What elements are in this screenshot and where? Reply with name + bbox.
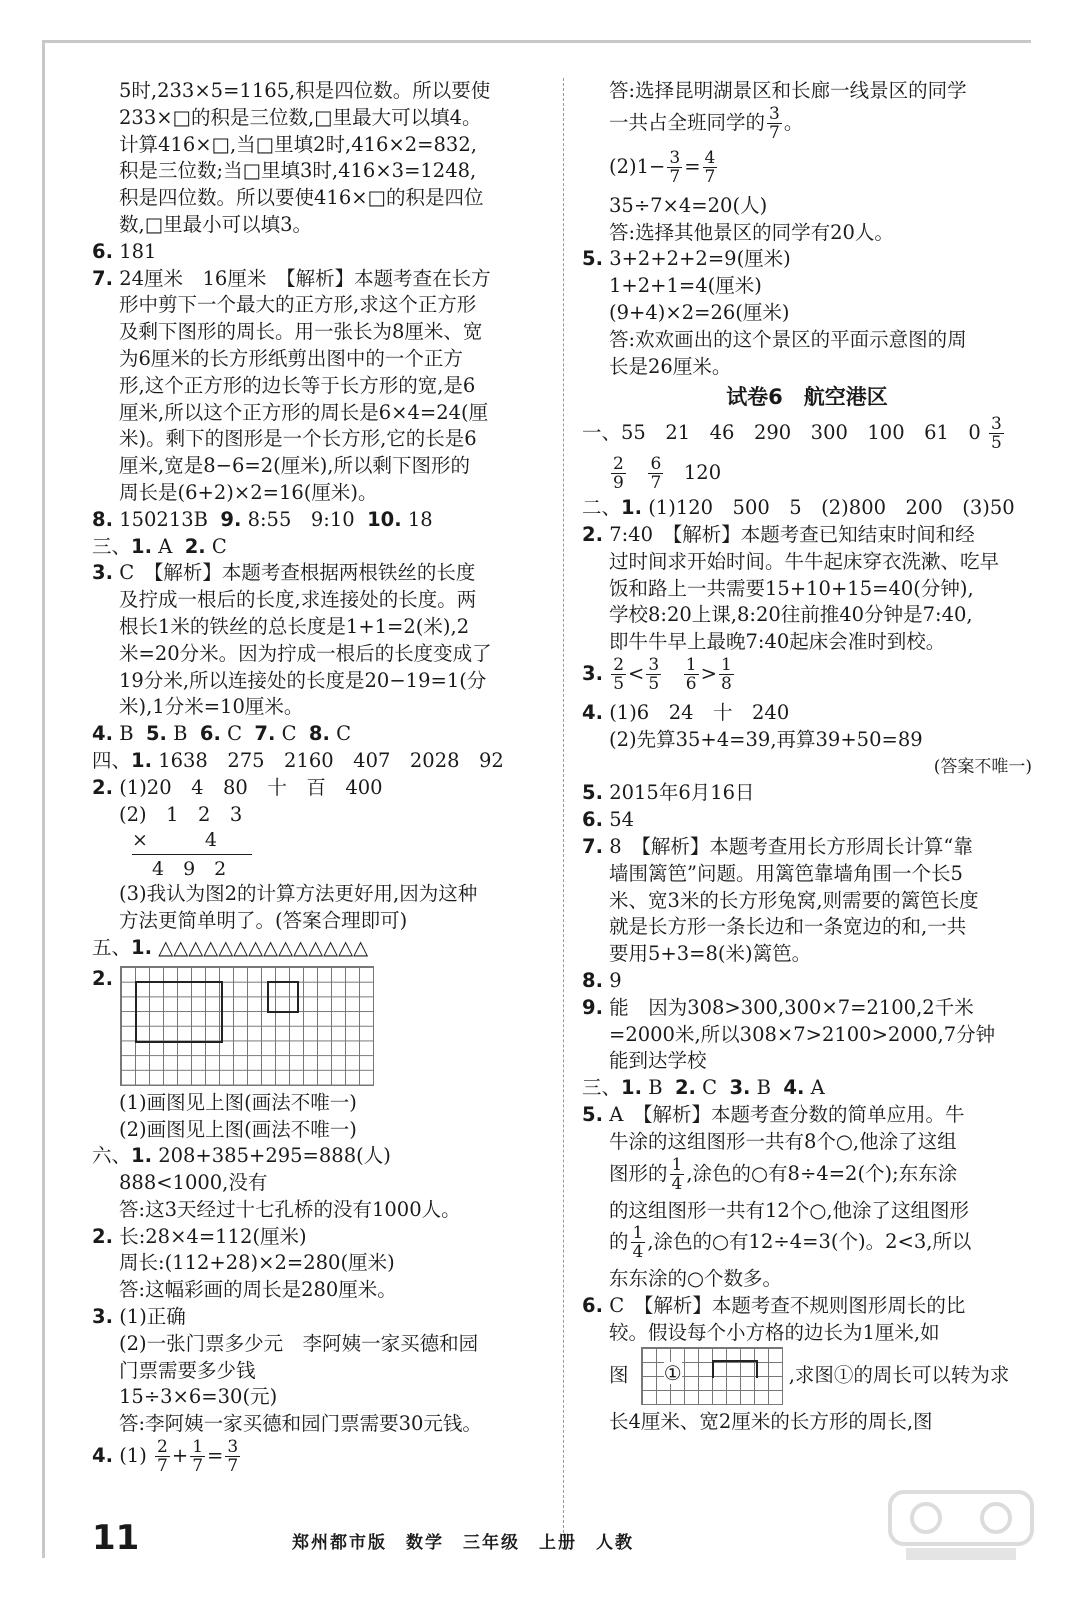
text-line: 形,这个正方形的边长等于长方形的宽,是6: [119, 373, 476, 397]
text-line: 数,□里最小可以填3。: [119, 212, 313, 236]
fraction: $\frac{1}{4}$: [671, 1154, 683, 1194]
text-line: 过时间求开始时间。牛牛起床穿衣洗漱、吃早: [609, 549, 1000, 573]
answer-r5: 5. 3+2+2+2=9(厘米): [582, 247, 791, 271]
mult-result: 4 9 2: [152, 858, 227, 881]
arrow-shape: [712, 1360, 758, 1378]
answer-r2-3: 3. $\frac{2}{5}$ < $\frac{3}{5}$ $\frac{1}{6}$ > $\frac{1}{8}$: [582, 654, 732, 694]
right-column: [582, 78, 1032, 1435]
grid-figure: [120, 966, 374, 1086]
text-line: 方法更简单明了。(答案合理即可): [119, 909, 408, 933]
text-line: 一共占全班同学的 $\frac{3}{7}$ 。: [609, 103, 804, 143]
text-line: =2000米,所以308×7>2100>2000,7分钟: [609, 1022, 996, 1046]
text-line: 东东涂的○个数多。: [609, 1267, 783, 1291]
text-line: 墙围篱笆”问题。用篱笆靠墙角围一个长5: [609, 861, 963, 885]
text-line: 就是长方形一条长边和一条宽边的和,一共: [609, 915, 967, 939]
answer-r2-6: 6. 54: [582, 808, 635, 832]
text-line: 要用5+3=8(米)篱笆。: [609, 942, 812, 966]
mult-line: × 4: [132, 829, 218, 852]
text-line: 答:选择昆明湖景区和长廊一线景区的同学: [609, 79, 967, 102]
fraction: $\frac{2}{7}$: [157, 1437, 168, 1477]
section-3-answers: 三、1. A 2. C: [92, 534, 227, 558]
text-line: 答:欢欢画出的这个景区的平面示意图的周: [609, 327, 967, 351]
text-line: 及剩下图形的周长。用一张长为8厘米、宽: [119, 320, 483, 344]
text-line: 图形的 $\frac{1}{4}$ ,涂色的○有8÷4=2(个);东东涂: [609, 1154, 958, 1194]
text-line: (2) 1 2 3: [119, 802, 243, 826]
text-line: 积是三位数;当□里填3时,416×3=1248,: [119, 159, 477, 183]
text-line: 积是四位数。所以要使416×□的积是四位: [119, 186, 484, 210]
vertical-multiplication: [132, 828, 547, 881]
text-line: 888<1000,没有: [119, 1171, 268, 1195]
square-shape: [267, 981, 299, 1013]
text-line: 答:李阿姨一家买德和园门票需要30元钱。: [119, 1412, 482, 1436]
answer-6: 6. 181: [92, 239, 157, 263]
answer-r2-5: 5. 2015年6月16日: [582, 781, 755, 805]
answer-r3-5: 5. A 【解析】本题考查分数的简单应用。牛: [582, 1102, 965, 1126]
answer-6-2: 2. 长:28×4=112(厘米): [92, 1224, 307, 1248]
text-line: 厘米,所以这个正方形的周长是6×4=24(厘: [119, 400, 489, 424]
text-line: 米=20分米。因为拧成一根后的长度变成了: [119, 641, 492, 665]
text-line: (1)画图见上图(画法不唯一): [119, 1090, 357, 1114]
text-line: 的这组图形一共有12个○,他涂了这组图形: [609, 1198, 970, 1222]
fraction: $\frac{1}{4}$: [632, 1223, 644, 1263]
text-line: 根长1米的铁丝的总长度是1+1=2(米),2: [119, 614, 470, 638]
text-line: 图 ① ,求图①的周长可以转为求: [582, 1347, 1032, 1409]
answer-4-1: 四、1. 1638 275 2160 407 2028 92: [92, 748, 504, 772]
answer-7: 7. 24厘米 16厘米 【解析】本题考查在长方: [92, 266, 491, 290]
text-line: 19分米,所以连接处的长度是20−19=1(分: [119, 668, 487, 692]
text-line: (3)我认为图2的计算方法更好用,因为这种: [119, 882, 478, 906]
text-line: 35÷7×4=20(人): [609, 193, 768, 217]
fraction: $\frac{3}{7}$: [769, 103, 780, 143]
section-title: 试卷6 航空港区: [726, 385, 888, 410]
text-line: 答:这幅彩画的周长是280厘米。: [119, 1278, 397, 1302]
answer-r2-9: 9. 能 因为308>300,300×7=2100,2千米: [582, 995, 974, 1019]
text-line: $\frac{2}{9}$ $\frac{6}{7}$ 120: [613, 454, 722, 494]
text-line: 长4厘米、宽2厘米的长方形的周长,图: [609, 1409, 933, 1433]
text-line: 米、宽3米的长方形兔窝,则需要的篱笆长度: [609, 888, 979, 912]
text-line: 答:这3天经过十七孔桥的没有1000人。: [119, 1197, 461, 1221]
answer-r1: 一、55 21 46 290 300 100 61 0 $\frac{3}{5}$: [582, 414, 1002, 454]
answer-r2-4: 4. (1)6 24 十 240: [582, 700, 790, 724]
answers-r3-1-4: 三、1. B 2. C 3. B 4. A: [582, 1076, 825, 1100]
text-line: 周长是(6+2)×2=16(厘米)。: [119, 480, 378, 504]
text-line: 能到达学校: [609, 1049, 707, 1073]
fraction: $\frac{1}{7}$: [192, 1437, 204, 1477]
answer-6-3: 3. (1)正确: [92, 1305, 186, 1329]
text-line: (2)画图见上图(画法不唯一): [119, 1117, 357, 1141]
answer-3-3: 3. C 【解析】本题考查根据两根铁丝的长度: [92, 561, 476, 585]
text-line: 233×□的积是三位数,□里最大可以填4。: [119, 105, 482, 129]
text-line: 为6厘米的长方形纸剪出图中的一个正方: [119, 346, 463, 370]
answer-5-1: 五、1. △△△△△△△△△△△△△△: [92, 935, 369, 959]
answer-r2-7: 7. 8 【解析】本题考查用长方形周长计算“靠: [582, 834, 973, 858]
answers-8-10: 8. 150213B 9. 8:55 9:10 10. 18: [92, 507, 433, 531]
text-line: 答:选择其他景区的同学有20人。: [609, 220, 894, 244]
answer-r2-1: 二、1. (1)120 500 5 (2)800 200 (3)50: [582, 496, 1015, 520]
fraction: $\frac{1}{8}$: [720, 654, 732, 694]
text-line: 较。假设每个小方格的边长为1厘米,如: [609, 1320, 940, 1344]
mult-bar: [132, 854, 252, 855]
text-line: 饭和路上一共需要15+10+15=40(分钟),: [609, 576, 974, 600]
left-column: [92, 78, 547, 1482]
text-line: (2)先算35+4=39,再算39+50=89: [609, 727, 923, 751]
answer-5-2: 2.: [92, 966, 547, 1090]
text-line: 15÷3×6=30(元): [119, 1385, 278, 1409]
fraction: $\frac{1}{6}$: [685, 654, 697, 694]
text-line: 形中剪下一个最大的正方形,求这个正方形: [119, 293, 477, 317]
text-line: 米)。剩下的图形是一个长方形,它的长是6: [119, 427, 477, 451]
fraction: $\frac{3}{5}$: [648, 654, 660, 694]
text-line: 5时,233×5=1165,积是四位数。所以要使: [119, 79, 491, 102]
text-line: (9+4)×2=26(厘米): [609, 300, 790, 324]
text-line: 牛涂的这组图形一共有8个○,他涂了这组: [609, 1129, 957, 1153]
page-number: 11: [92, 1518, 140, 1558]
text-line: 即牛牛早上最晚7:40起床会准时到校。: [609, 630, 946, 654]
footer-text: 郑州都市版 数学 三年级 上册 人教: [292, 1533, 634, 1553]
answer-4-2: 2. (1)20 4 80 十 百 400: [92, 775, 383, 799]
text-line: 计算416×□,当□里填2时,416×2=832,: [119, 132, 477, 156]
answer-6-4: 4. (1) $\frac{2}{7}$ + $\frac{1}{7}$ = $\frac{3}{7}$: [92, 1437, 239, 1477]
column-divider: [563, 78, 564, 1543]
rectangle-shape: [135, 981, 223, 1043]
text-line: 米),1分米=10厘米。: [119, 695, 304, 719]
answer-r2-2: 2. 7:40 【解析】本题考查已知结束时间和经: [582, 522, 975, 546]
answer-r2-8: 8. 9: [582, 968, 622, 992]
text-line: (2)1− $\frac{3}{7}$ = $\frac{4}{7}$: [609, 147, 716, 187]
watermark-logo: [886, 1484, 1036, 1564]
text-line: 及拧成一根后的长度,求连接处的长度。两: [119, 588, 477, 612]
fraction: $\frac{4}{7}$: [704, 147, 716, 187]
fraction: $\frac{3}{7}$: [669, 147, 681, 187]
text-line: 周长:(112+28)×2=280(厘米): [119, 1251, 395, 1275]
perimeter-grid-figure: ①: [641, 1347, 783, 1405]
fraction: $\frac{3}{7}$: [227, 1437, 239, 1477]
answer-6-1: 六、1. 208+385+295=888(人): [92, 1144, 391, 1168]
text-line: 厘米,宽是8−6=2(厘米),所以剩下图形的: [119, 454, 471, 478]
text-line: 门票需要多少钱: [119, 1358, 256, 1382]
text-line: 的 $\frac{1}{4}$ ,涂色的○有12÷4=3(个)。2<3,所以: [609, 1223, 972, 1263]
answers-3-4-8: 4. B 5. B 6. C 7. C 8. C: [92, 722, 352, 746]
fraction: $\frac{2}{5}$: [613, 654, 625, 694]
note: (答案不唯一): [933, 756, 1032, 777]
fraction: $\frac{2}{9}$: [613, 454, 624, 494]
text-line: 长是26厘米。: [609, 354, 732, 378]
text-line: 学校8:20上课,8:20往前推40分钟是7:40,: [609, 603, 973, 627]
fraction: $\frac{6}{7}$: [650, 454, 662, 494]
answer-r3-6: 6. C 【解析】本题考查不规则图形周长的比: [582, 1294, 966, 1318]
fraction: $\frac{3}{5}$: [991, 414, 1002, 454]
text-line: (2)一张门票多少元 李阿姨一家买德和园: [119, 1331, 479, 1355]
text-line: 1+2+1=4(厘米): [609, 274, 762, 298]
